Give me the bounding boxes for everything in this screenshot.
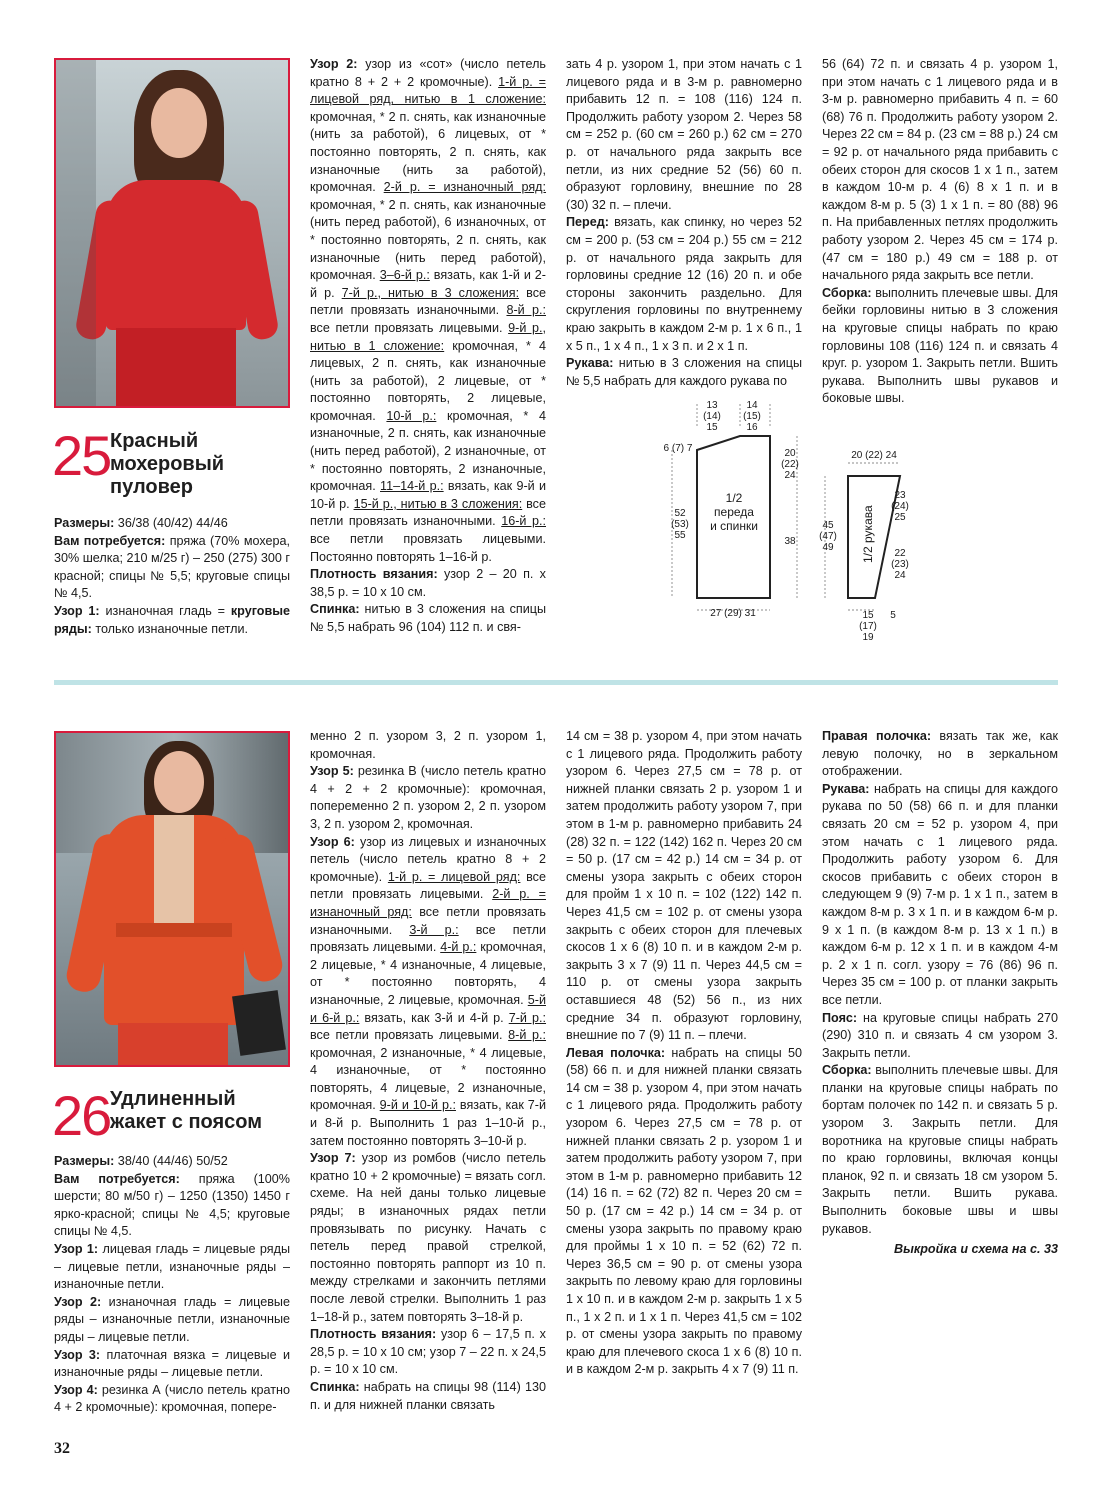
project-26-column-2: менно 2 п. узором 3, 2 п. узором 1, кромочная. Узор 5: резинка В (число петель кратно 4 + 2 + 2 кромочные): кромочная, попеременно 2 п. узором 2, 2 п. узором 3, 2 п. узором 2, кромочная. Узор 6: узор из лицевых и изнаночных петель (число петель кратно 8 + 2 кромочные). 1-й р. = лицевой ряд: все петли провязать лицевыми. 2-й р. = изнаночный ряд: все петли провязать изнаночными. 3-й р.: все петли провязать лицевыми. 4-й р.: кромочная, 2 лицевые, * 4 изнаночные, 4 лицевые, от * постоянно повторять, 4 изнаночные, 2 лицевые, кромочная. 5-й и 6-й р.: вязать, как 3-й и 4-й р. 7-й р.: все петли провязать лицевыми. 8-й р.: кромочная, 2 изнаночные, * 4 лицевые, 4 изнаночные, от * постоянно повторять, 4 лицевые, 2 изнаночные, кромочная. 9-й и 10-й р.: вязать, как 7-й и 8-й р. Выполнить 1 раз 1–10-й р., затем постоянно повторять 3–10-й р. Узор 7: узор из ромбов (число петель кратно 10 + 2 кромочные) = вязать согл. схеме. На ней даны только лицевые ряды; в изнаночных рядах петли провязывать по рисунку. Начать с петель перед правой стрелкой, постоянно повторять раппорт из 10 п. между стрелками и закончить петлями после левой стрелки. Выполнить 1 раз 1–18-й р., затем повторять 3–18-й р. Плотность вязания: узор 6 – 17,5 п. х 28,5 р. = 10 х 10 см; узор 7 – 22 п. х 24,5 р. = 10 х 10 см. Спинка: набрать на спицы 98 (114) 130 п. и для нижней планки связать <box>310 729 547 1412</box>
neck-left-label: 6 (7) 7 <box>663 443 693 454</box>
svg-text:24: 24 <box>894 570 906 581</box>
pattern-2-text: Узор 2: изнаночная гладь = лицевые ряды – изнаночные петли, изнаночные ряды – лицевые петли. <box>54 1294 290 1344</box>
pattern-reference-note: Выкройка и схема на с. 33 <box>893 1242 1058 1256</box>
svg-text:(23): (23) <box>891 559 909 570</box>
photo-long-belted-jacket <box>54 731 290 1067</box>
svg-text:49: 49 <box>822 542 834 553</box>
pattern-3-text: Узор 3: платочная вязка = лицевые и изнаночные ряды – лицевые петли. <box>54 1347 290 1380</box>
sleeve-upper-label: 23 <box>894 490 906 501</box>
project-title <box>110 430 224 499</box>
project-25-column-4: 56 (64) 72 п. и связать 4 р. узором 1, при этом начать с 1 лицевого ряда и в 3-м р. равномерно прибавить 4 п. = 60 (68) 76 п. Продолжить работу узором 2. Через 22 см = 84 р. (23 см = 88 р.) 24 см = 92 р. от начального ряда прибавить с обеих сторон для скосов 1 х 1 п., затем в каждом 10-м р. 4 (6) 8 х 1 п. и в каждом 8-м р. 5 (3) 1 х 1 п. = 80 (88) 96 п. На прибавленных петлях продолжить работу узором 2. Через 45 см = 174 р. (47 см = 180 р.) 49 см = 188 р. от начального ряда закрыть все петли. Сборка: выполнить плечевые швы. Для бейки горловины нитью в 3 сложения на круговые спицы набрать по краю горловины 108 (116) 124 п. и связать 4 круг. р. узором 1. Закрыть петли. Вшить рукава. Выполнить швы рукавов и боковые швы. <box>822 57 1058 406</box>
project-26-column-3: 14 см = 38 р. узором 4, при этом начать с 1 лицевого ряда. Продолжить работу узором 6. Через 27,5 см = 78 р. от нижней планки связать 2 р. узором 1 и затем продолжить работу узором 7, при этом в 1-м р. равномерно прибавить 24 (28) 32 п. = 122 (142) 162 п. Через 20 см = 50 р. (17 см = 42 р.) 14 см = 34 р. от смены узора закрыть с обеих сторон для пройм 1 х 10 п. = 102 (122) 142 п. Через 41,5 см = 102 р. от смены узора закрыть с обеих сторон для плечевых скосов 1 х 6 (8) 10 п. и в каждом 2-м р. закрыть 3 х 7 (9) 11 п. Через 44,5 см = 110 р. от смены узора закрыть оставшиеся 48 (52) 56 п., из них средние 34 п. образуют горловину, внешние по 7 (9) 11 п. – плечи. Левая полочка: набрать на спицы 50 (58) 66 п. и для нижней планки связать 14 см = 38 р. узором 4, при этом начать с 1 лицевого ряда. Продолжить работу узором 6. Через 27,5 см = 78 р. от нижней планки связать 2 р. узором 1 и затем продолжить работу узором 7, при этом в 1-м р. равномерно прибавить 12 (14) 16 п. = 62 (72) 82 п. Через 20 см = 50 р. (17 см = 42 р.) 14 см = 34 р. от смены узора закрыть по правому краю для проймы 1 х 10 п. = 52 (62) 72 п. Через 36,5 см = 90 р. от смены узора закрыть по левому краю для горловины 1 х 10 п. и в каждом 2-м р. закрыть 1 х 5 п., 1 х 2 п. и 1 х 1 п. Через 41,5 см = 102 р. от смены узора закрыть по правому краю для плечевого скоса 1 х 6 (8) 10 п. и в каждом 2-м р. закрыть 4 х 7 (9) 11 п. <box>566 729 802 1377</box>
svg-text:15: 15 <box>706 422 718 433</box>
project-26-column-4: Правая полочка: вязать так же, как левую полочку, но в зеркальном отображении. Рукава: набрать на спицы для каждого рукава по 50 (58) 66 п. и для планки связать 20 см = 52 р. узором 4, при этом начать с 1 лицевого ряда. Продолжить работу узором 6. Для скосов прибавить с обеих сторон в следующем 9 (9) 7-м р. 1 х 1 п., затем в каждом 8-м р. 3 х 1 п. и в каждом 6-м р. 9 х 1 п. (в каждом 8-м р. 13 х 1 п.) в каждом 6-м р. 12 х 1 п. и в каждом 4-м р. 2 х 1 п. согл. узору = 76 (86) 96 п. Через 35 см = 100 р. от планки закрыть все петли. Пояс: на круговые спицы набрать 270 (290) 310 п. и связать 4 см узором 3. Закрыть петли. Сборка: выполнить плечевые швы. Для планки на круговые спицы набрать по бортам полочек по 142 п. и связать 5 р. узором 3. Закрыть петли. Для воротника на круговые спицы набрать по краю горловины, включая концы планок, 92 п. и связать 18 см узором 5. Закрыть петли. Вшить рукава. Выполнить боковые швы и швы рукавов. <box>822 729 1058 1236</box>
shoulder-top-label: 13 <box>706 400 718 411</box>
svg-text:(53): (53) <box>671 519 689 530</box>
svg-text:24: 24 <box>784 470 796 481</box>
title-line: Удлиненный <box>110 1088 236 1110</box>
body-piece-label: 1/2 <box>725 491 743 505</box>
title-line: пуловер <box>110 476 193 498</box>
sleeve-height-label: 45 <box>822 520 834 531</box>
sleeve-bottom-label: 15 <box>862 610 874 621</box>
schematic-svg <box>650 398 910 648</box>
title-line: Красный <box>110 430 199 452</box>
body-height-label: 52 <box>674 508 686 519</box>
svg-text:(17): (17) <box>859 621 877 632</box>
svg-text:25: 25 <box>894 512 906 523</box>
side-label: 38 <box>784 536 796 547</box>
sizes-text: Размеры: 36/38 (40/42) 44/46 <box>54 516 228 530</box>
armhole-label: 20 <box>784 448 796 459</box>
project-number: 26 <box>52 1084 111 1147</box>
pattern-4-text: Узор 4: резинка А (число петель кратно 4 + 2 кромочные): кромочная, попере- <box>54 1382 290 1415</box>
svg-text:(47): (47) <box>819 531 837 542</box>
svg-text:и спинки: и спинки <box>710 519 758 533</box>
sizes-text: Размеры: 38/40 (44/46) 50/52 <box>54 1154 228 1168</box>
svg-text:55: 55 <box>674 530 686 541</box>
project-number: 25 <box>52 424 111 487</box>
project-25-materials <box>54 515 290 638</box>
project-26-materials <box>54 1153 290 1417</box>
body-width-label: 27 (29) 31 <box>710 608 756 619</box>
svg-text:19: 19 <box>862 632 874 643</box>
svg-text:(22): (22) <box>781 459 799 470</box>
sleeve-top-label: 20 (22) 24 <box>851 450 897 461</box>
title-line: жакет с поясом <box>110 1111 263 1133</box>
sleeve-bottom-side-label: 5 <box>890 610 896 621</box>
neck-top-label: 14 <box>746 400 758 411</box>
materials-text: Вам потребуется: пряжа (70% мохера, 30% шелка; 210 м/25 г) – 250 (275) 300 г красной; спицы № 5,5; круговые спицы № 4,5. <box>54 533 291 601</box>
materials-text: Вам потребуется: пряжа (100% шерсти; 80 м/50 г) – 1250 (1350) 1450 г ярко-красной; спицы № 4,5; круговые спицы № 4,5. <box>54 1171 290 1239</box>
pattern-schematic <box>650 398 910 648</box>
section-divider <box>54 680 1058 685</box>
sleeve-lower-label: 22 <box>894 548 906 559</box>
svg-text:(24): (24) <box>891 501 909 512</box>
project-25-column-2: Узор 2: узор из «сот» (число петель кратно 8 + 2 + 2 кромочные). 1-й р. = лицевой ряд, нитью в 1 сложение: кромочная, * 2 п. снять, как изнаночные (нить за работой), 6 лицевых, от * постоянно повторять, 2 п. снять, как изнаночные (нить за работой), кромочная. 2-й р. = изнаночный ряд: кромочная, * 2 п. снять, как изнаночные (нить перед работой), 6 изнаночных, от * постоянно повторять, 2 п. снять, как изнаночные (нить перед работой), кромочная. 3–6-й р.: вязать, как 1-й и 2-й р. 7-й р., нитью в 3 сложения: все петли провязать изнаночными. 8-й р.: все петли провязать лицевыми. 9-й р., нитью в 1 сложение: кромочная, * 4 лицевых, 2 п. снять, как изнаночные (нить за работой), 2 лицевые, от * постоянно повторять, 2 лицевые, кромочная. 10-й р.: кромочная, * 4 изнаночные, 2 п. снять, как изнаночные (нить перед работой), 2 изнаночные, от * постоянно повторять, 2 изнаночные, кромочная. 11–14-й р.: вязать, как 9-й и 10-й р. 15-й р., нитью в 3 сложения: все петли провязать изнаночными. 16-й р.: все петли провязать лицевыми. Постоянно повторять 1–16-й р. Плотность вязания: узор 2 – 20 п. х 38,5 р. = 10 х 10 см. Спинка: нитью в 3 сложения на спицы № 5,5 набрать 96 (104) 112 п. и свя- <box>310 57 547 634</box>
photo-red-mohair-pullover <box>54 58 290 408</box>
pattern-1-text: Узор 1: лицевая гладь = лицевые ряды – лицевые петли, изнаночные ряды – изнаночные петли. <box>54 1241 290 1292</box>
title-line: мохеровый <box>110 453 225 475</box>
sleeve-piece-label: 1/2 рукава <box>861 505 875 563</box>
svg-text:16: 16 <box>746 422 758 433</box>
pattern-1-text: Узор 1: изнаночная гладь = круговые ряды: только изнаночные петли. <box>54 603 290 636</box>
svg-text:(14): (14) <box>703 411 721 422</box>
svg-text:переда: переда <box>714 505 754 519</box>
page-number: 32 <box>54 1440 70 1457</box>
project-title <box>110 1088 262 1134</box>
svg-text:(15): (15) <box>743 411 761 422</box>
project-25-column-3: зать 4 р. узором 1, при этом начать с 1 лицевого ряда и в 3-м р. равномерно прибавить 12 п. = 108 (116) 124 п. Продолжить работу узором 2. Через 58 см = 252 р. (60 см = 260 р.) 62 см = 270 р. от начального ряда закрыть все петли, из них средние 52 (56) 60 п. образуют горловину, внешние по 28 (30) 32 п. – плечи. Перед: вязать, как спинку, но через 52 см = 200 р. (53 см = 204 р.) 55 см = 212 р. от начального ряда закрыть для горловины средние 12 (16) 20 п. и обе стороны закончить раздельно. Для скругления горловины по внутреннему краю закрыть в каждом 2-м р. 1 х 6 п., 1 х 5 п., 1 х 4 п., 1 х 3 п. и 2 х 1 п. Рукава: нитью в 3 сложения на спицы № 5,5 набрать для каждого рукава по <box>566 57 802 388</box>
